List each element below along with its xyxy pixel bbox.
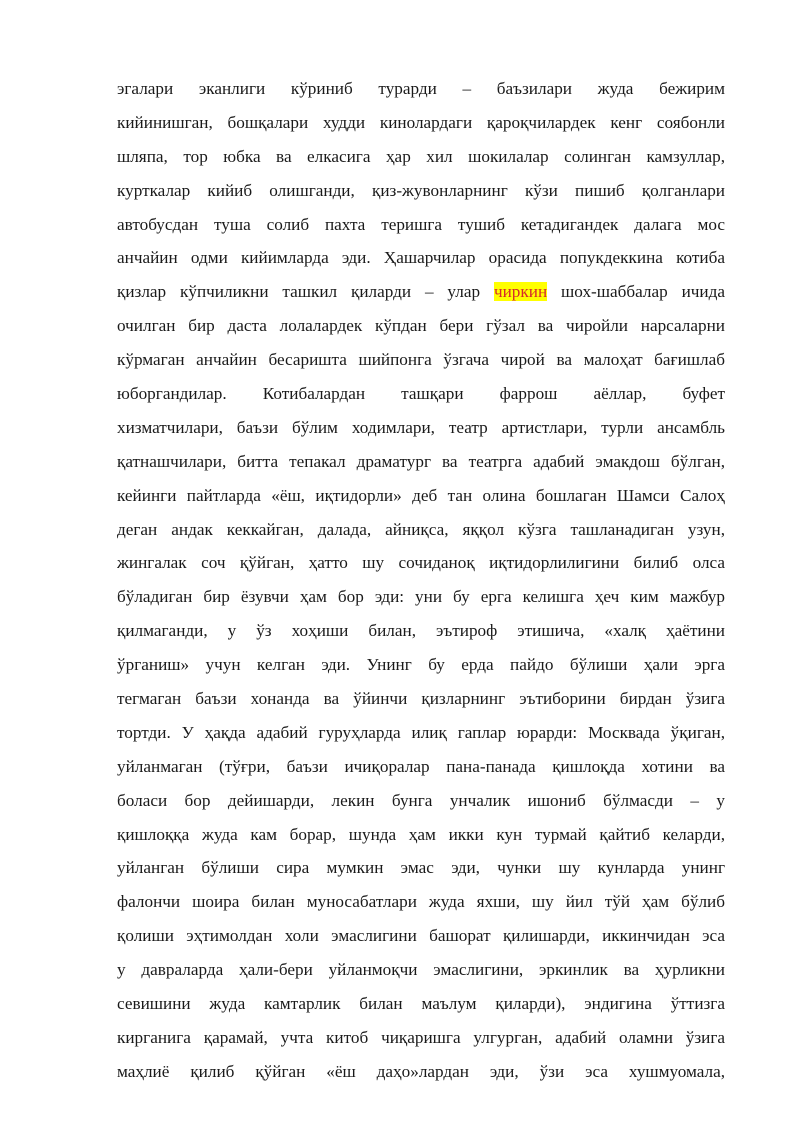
text-line: кейинги пайтларда «ёш, иқтидорли» деб тан олина бошлаган Шамси Салоҳ <box>117 485 725 505</box>
text-line: курткалар кийиб олишганди, қиз-жувонларнинг кўзи пишиб қолганлари <box>117 180 725 200</box>
text-line: деган андак кеккайган, далада, айниқса, яққол кўзга ташланадиган узун, <box>117 519 725 539</box>
text-line: қилмаганди, у ўз хоҳиши билан, эътироф этишича, «халқ ҳаётини <box>117 621 725 641</box>
text-line: тегмаган баъзи хонанда ва ўйинчи қизларнинг эътиборини бирдан ўзига <box>117 689 725 709</box>
text-line: боласи бор дейишарди, лекин бунга унчалик ишониб бўлмасди – у <box>117 790 725 810</box>
text-line: тортди. У ҳақда адабий гуруҳларда илиқ гаплар юрарди: Москвада ўқиган, <box>117 722 725 742</box>
text-line: жингалак соч қўйган, ҳатто шу сочиданоқ иқтидорлилигини билиб олса <box>117 553 725 573</box>
text-line: қолиши эҳтимолдан холи эмаслигини башорат қилишарди, иккинчидан эса <box>117 926 725 946</box>
text-line: кийинишган, бошқалари худди кинолардаги қароқчилардек кенг соябонли <box>117 112 725 132</box>
text-segment: қизлар кўпчиликни ташкил қиларди – улар <box>117 282 494 302</box>
text-line: фалончи шоира билан муносабатлари жуда яхши, шу йил тўй ҳам бўлиб <box>117 892 725 912</box>
text-line: уйланмаган (тўғри, баъзи ичиқоралар пана-панада қишлоқда хотини ва <box>117 756 725 776</box>
text-line: у давраларда ҳали-бери уйланмоқчи эмаслигини, эркинлик ва ҳурликни <box>117 960 725 980</box>
highlighted-word: чиркин <box>493 282 548 302</box>
text-line: қатнашчилари, битта тепакал драматург ва театрга адабий эмакдош бўлган, <box>117 451 725 471</box>
text-line: маҳлиё қилиб қўйган «ёш даҳо»лардан эди, ўзи эса хушмуомала, <box>117 1061 725 1081</box>
text-line: эгалари эканлиги кўриниб турарди – баъзилари жуда бежирим <box>117 79 725 98</box>
text-line: бўладиган бир ёзувчи ҳам бор эди: уни бу ерга келишга ҳеч ким мажбур <box>117 587 725 607</box>
document-page <box>117 72 725 1089</box>
text-line: автобусдан туша солиб пахта теришга тушиб кетадигандек далага мос <box>117 214 725 234</box>
text-line: қишлоққа жуда кам борар, шунда ҳам икки кун турмай қайтиб келарди, <box>117 824 725 844</box>
text-segment: шох-шаббалар ичида <box>547 282 725 302</box>
text-line: юборгандилар. Котибалардан ташқари фаррош аёллар, буфет <box>117 384 725 404</box>
text-line: кирганига қарамай, учта китоб чиқаришга улгурган, адабий оламни ўзига <box>117 1027 725 1047</box>
text-line: ўрганиш» учун келган эди. Унинг бу ерда пайдо бўлиши ҳали эрга <box>117 655 725 675</box>
text-line: анчайин одми кийимларда эди. Ҳашарчилар орасида попукдеккина котиба <box>117 248 725 268</box>
body-text <box>117 72 725 1089</box>
text-line: уйланган бўлиши сира мумкин эмас эди, чунки шу кунларда унинг <box>117 858 725 878</box>
text-line: кўрмаган анчайин бесаришта шийпонга ўзгача чирой ва малоҳат бағишлаб <box>117 350 725 370</box>
text-line <box>117 275 725 309</box>
text-line: очилган бир даста лолалардек кўпдан бери гўзал ва чиройли нарсаларни <box>117 316 725 336</box>
text-line: шляпа, тор юбка ва елкасига ҳар хил шокилалар солинган камзуллар, <box>117 146 725 166</box>
text-line: севишини жуда камтарлик билан маълум қиларди), эндигина ўттизга <box>117 994 725 1014</box>
text-line: хизматчилари, баъзи бўлим ходимлари, театр артистлари, турли ансамбль <box>117 417 725 437</box>
